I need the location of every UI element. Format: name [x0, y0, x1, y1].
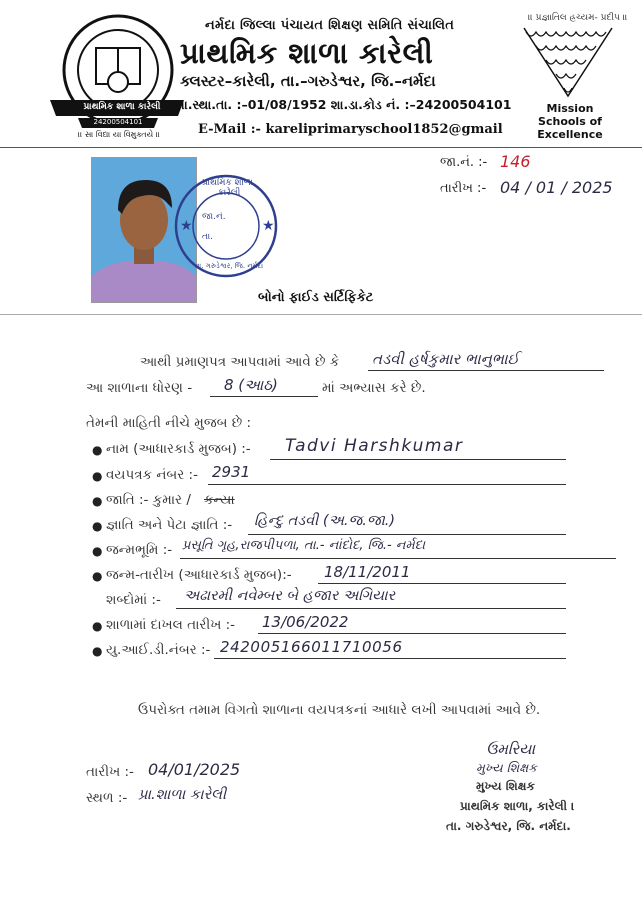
bullet-icon: ●	[92, 443, 103, 457]
school-name: પ્રાથમિક શાળા કારેલી	[180, 36, 434, 70]
reg-number-underline	[208, 484, 566, 485]
admission-date-value: 13/06/2022	[262, 613, 349, 631]
bullet-icon: ●	[92, 469, 103, 483]
standard-suffix: માં અભ્યાસ કરે છે.	[322, 380, 426, 396]
stamp-line2: પ્રાથમિક શાળા, કારેલી ।	[460, 799, 575, 813]
dob-label: જન્મ-તારીખ (આધારકાર્ડ મુજબ):-	[106, 567, 292, 583]
school-seal	[172, 172, 280, 280]
caste-value: હિન્દુ તડવી (અ.જ.જા.)	[254, 513, 396, 529]
stamp-line1: મુખ્ય શિક્ષક	[476, 779, 535, 793]
gender-struck-option: કન્યા	[204, 492, 235, 508]
logo-motto: ।। સા વિદ્યા યા વિમુક્તયે ।।	[78, 130, 160, 139]
bullet-icon: ●	[92, 569, 103, 583]
bullet-icon: ●	[92, 544, 103, 558]
footer-place-value: પ્રા.શાળા કારેલી	[138, 787, 227, 803]
intro-prefix: આથી પ્રમાણપત્ર આપવામાં આવે છે કે	[140, 354, 340, 370]
dob-value: 18/11/2011	[324, 563, 411, 581]
reg-number-value: 2931	[212, 463, 251, 481]
header-top-line: નર્મદા જિલ્લા પંચાયત શિક્ષણ સમિતિ સંચાલિત	[205, 18, 455, 33]
student-name-gujarati: તડવી હર્ષકુમાર ભાનુભાઈ	[372, 350, 520, 368]
issue-date-value: 04 / 01 / 2025	[500, 178, 613, 197]
bullet-icon: ●	[92, 619, 103, 633]
cluster-line: ક્લસ્ટર–કારેલી, તા.–ગરુડેશ્વર, જિ.–નર્મદા	[180, 72, 436, 90]
seal-ring-text: પ્રાથમિક શાળા, કારેલી	[202, 178, 256, 198]
svg-text:★: ★	[180, 218, 193, 234]
standard-prefix: આ શાળાના ધોરણ -	[86, 380, 193, 396]
seal-line2: તા.	[202, 232, 214, 242]
title-divider	[0, 314, 642, 315]
reg-number-label: વયપત્રક નંબર :-	[106, 467, 198, 483]
certificate-title: બોનો ફાઈડ સર્ટિફિકેટ	[258, 290, 374, 305]
uid-label: યુ.આઈ.ડી.નંબર :-	[106, 642, 211, 658]
dob-words-label: શબ્દોમાં :-	[106, 592, 161, 608]
mission-line1: Mission	[546, 102, 594, 115]
admission-date-label: શાળામાં દાખલ તારીખ :-	[106, 617, 236, 633]
dob-underline	[318, 583, 566, 584]
logo-ring-text: પ્રાથમિક શાળા કારેલી	[83, 102, 161, 112]
ref-number-label: જા.નં. :-	[440, 155, 488, 170]
svg-text:★: ★	[262, 218, 275, 234]
uid-value: 242005166011710056	[220, 638, 403, 656]
seal-line1: જા.નં.	[202, 212, 226, 222]
closing-statement: ઉપરોક્ત તમામ વિગતો શાળાના વયપત્રકનાં આધારે લખી આપવામાં આવે છે.	[138, 702, 541, 718]
header-divider	[0, 147, 642, 148]
headmaster-signature: ઉમરિયા	[486, 740, 536, 758]
school-logo	[44, 12, 184, 140]
birthplace-value: પ્રસૂતિ ગૃહ,રાજપીપળા, તા.- નાંદોદ, જિ.- નર્મદા	[182, 538, 426, 553]
issue-date-label: તારીખ :-	[440, 181, 487, 196]
footer-date-label: તારીખ :-	[86, 764, 134, 780]
bullet-icon: ●	[92, 519, 103, 533]
birthplace-underline	[180, 558, 616, 559]
footer-date-value: 04/01/2025	[148, 760, 241, 779]
seal-bottom-text: તા. ગરુડેશ્વર, જિ. નર્મદા	[194, 262, 264, 270]
dob-words-underline	[176, 608, 566, 609]
details-heading: તેમની માહિતી નીચે મુજબ છે :	[86, 415, 252, 431]
registration-line: શા.સ્થા.તા. :–01/08/1952 શા.ડા.કોડ નં. :–24200504101	[175, 97, 512, 112]
birthplace-label: જન્મભૂમિ :-	[106, 542, 173, 558]
logo-code: 24200504101	[93, 118, 143, 126]
mission-motto: ॥ પ્રજ્ઞાતિલ હ્રચ્યમ- પ્રદીપ ॥	[528, 13, 628, 23]
name-underline	[270, 459, 566, 460]
standard-underline	[210, 396, 318, 397]
name-label: નામ (આધારકાર્ડ મુજબ) :-	[106, 441, 251, 457]
bullet-icon: ●	[92, 644, 103, 658]
stamp-line3: તા. ગરુડેશ્વર, જિ. નર્મદા.	[446, 819, 571, 833]
ref-number-value: 146	[500, 152, 531, 171]
caste-underline	[248, 534, 566, 535]
standard-value: 8 (આઠ)	[224, 376, 278, 394]
student-name-underline	[368, 370, 604, 371]
mission-text	[520, 102, 620, 141]
caste-label: જ્ઞાતિ અને પેટા જ્ઞાતિ :-	[106, 517, 233, 533]
uid-underline	[214, 658, 566, 659]
bullet-icon: ●	[92, 494, 103, 508]
footer-place-label: સ્થળ :-	[86, 790, 128, 806]
mission-logo-icon	[522, 26, 614, 98]
gender-label: જાતિ :- કુમાર /	[106, 492, 191, 508]
admission-date-underline	[258, 633, 566, 634]
name-value: Tadvi Harshkumar	[285, 436, 464, 456]
email-line: E-Mail :- kareliprimaryschool1852@gmail	[198, 122, 503, 137]
mission-line2: Schools of Excellence	[537, 115, 603, 141]
dob-words-value: અઢારમી નવેમ્બર બે હજાર અગિયાર	[184, 588, 396, 604]
sign-title: મુખ્ય શિક્ષક	[476, 760, 537, 775]
